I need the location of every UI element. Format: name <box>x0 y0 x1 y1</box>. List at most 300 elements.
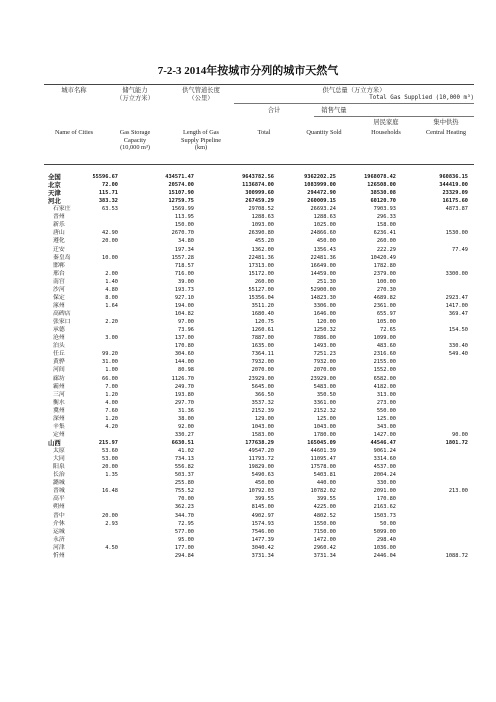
total-supply-cell: 49547.20 <box>248 448 274 455</box>
households-cell: 7903.93 <box>373 206 396 213</box>
capacity-cell: 99.20 <box>102 351 118 358</box>
pipeline-length-cell: 150.00 <box>174 222 194 229</box>
pipeline-length-cell: 344.70 <box>174 512 194 519</box>
table-row <box>44 229 474 237</box>
households-cell: 60120.70 <box>370 198 396 205</box>
table-row <box>44 503 474 511</box>
central-heating-cell: 344419.00 <box>439 182 468 189</box>
capacity-cell: 20.00 <box>102 238 118 245</box>
capacity-cell: 1.00 <box>105 367 118 374</box>
total-supply-cell: 55127.00 <box>248 286 274 293</box>
table-row <box>44 358 474 366</box>
quantity-sold-cell: 125.00 <box>316 415 336 422</box>
total-supply-cell: 1574.93 <box>251 520 274 527</box>
table-row <box>44 383 474 391</box>
quantity-sold-cell: 1083999.00 <box>304 182 336 189</box>
households-cell: 655.97 <box>376 311 396 318</box>
city-name-cell: 天津 <box>48 189 61 198</box>
header-rule-sold <box>314 116 474 117</box>
capacity-cell: 2.00 <box>105 270 118 277</box>
city-name-cell: 衡水 <box>53 399 65 406</box>
households-cell: 298.40 <box>376 536 396 543</box>
city-name-cell: 永济 <box>53 536 65 543</box>
quantity-sold-cell: 3731.34 <box>313 552 336 559</box>
capacity-cell: 3.00 <box>105 335 118 342</box>
households-cell: 50.00 <box>380 520 396 527</box>
capacity-cell: 7.00 <box>105 383 118 390</box>
capacity-cell: 31.00 <box>102 359 118 366</box>
table-row <box>44 318 474 326</box>
total-supply-cell: 8145.00 <box>251 504 274 511</box>
table-row <box>44 399 474 407</box>
pipeline-length-cell: 12759.75 <box>168 198 194 205</box>
city-name-cell: 深州 <box>53 415 65 422</box>
table-row <box>44 197 474 205</box>
quantity-sold-cell: 440.00 <box>316 480 336 487</box>
city-name-cell: 黄骅 <box>53 359 65 366</box>
capacity-cell: 1.64 <box>105 302 118 309</box>
table-row <box>44 544 474 552</box>
table-row <box>44 536 474 544</box>
table-row <box>44 439 474 447</box>
header-length-cn: 供气管道长度 （公里） <box>182 87 220 102</box>
city-name-cell: 沙河 <box>53 286 65 293</box>
pipeline-length-cell: 255.80 <box>174 480 194 487</box>
households-cell: 260.00 <box>376 238 396 245</box>
header-city-cn: 城市名称 <box>61 87 87 94</box>
central-heating-cell: 960836.15 <box>439 174 468 180</box>
table-row <box>44 471 474 479</box>
header-households-cn: 居民家庭 <box>373 119 399 126</box>
capacity-cell: 72.00 <box>102 182 118 189</box>
table-row <box>44 302 474 310</box>
table-row <box>44 407 474 415</box>
table-top-rule <box>44 84 474 85</box>
header-total-cn: 合计 <box>267 107 281 114</box>
central-heating-cell: 3300.00 <box>445 270 468 277</box>
total-supply-cell: 3731.34 <box>251 552 274 559</box>
central-heating-cell: 369.47 <box>448 311 468 318</box>
pipeline-length-cell: 434571.47 <box>165 174 194 180</box>
pipeline-length-cell: 6630.51 <box>171 439 194 446</box>
city-name-cell: 高平 <box>53 496 65 503</box>
total-supply-cell: 1288.63 <box>251 214 274 221</box>
city-name-cell: 涿州 <box>53 302 65 309</box>
households-cell: 2379.00 <box>373 270 396 277</box>
households-cell: 38530.08 <box>370 190 396 197</box>
capacity-cell: 2.20 <box>105 319 118 326</box>
quantity-sold-cell: 1472.00 <box>313 536 336 543</box>
header-heating-en: Central Heating <box>425 129 467 136</box>
city-name-cell: 沧州 <box>53 335 65 342</box>
total-supply-cell: 11793.72 <box>248 456 274 463</box>
pipeline-length-cell: 718.57 <box>174 262 194 269</box>
households-cell: 72.65 <box>380 327 396 334</box>
total-supply-cell: 5490.63 <box>251 472 274 479</box>
city-name-cell: 秦皇岛 <box>53 254 71 261</box>
quantity-sold-cell: 4802.52 <box>313 512 336 519</box>
table-row <box>44 262 474 270</box>
pipeline-length-cell: 144.00 <box>174 359 194 366</box>
capacity-cell: 4.50 <box>105 544 118 551</box>
quantity-sold-cell: 120.00 <box>316 319 336 326</box>
households-cell: 273.00 <box>376 399 396 406</box>
capacity-cell: 8.00 <box>105 294 118 301</box>
quantity-sold-cell: 7886.00 <box>313 335 336 342</box>
households-cell: 100.00 <box>376 278 396 285</box>
pipeline-length-cell: 177.00 <box>174 544 194 551</box>
households-cell: 3314.60 <box>373 456 396 463</box>
city-name-cell: 晋州 <box>53 214 65 221</box>
header-bottom-rule <box>44 164 474 165</box>
pipeline-length-cell: 97.00 <box>178 319 194 326</box>
table-row <box>44 221 474 229</box>
pipeline-length-cell: 927.10 <box>174 294 194 301</box>
city-name-cell: 晋中 <box>53 512 65 519</box>
quantity-sold-cell: 26693.24 <box>310 206 336 213</box>
pipeline-length-cell: 716.00 <box>174 270 194 277</box>
table-row <box>44 205 474 213</box>
city-name-cell: 长治 <box>53 472 65 479</box>
page-title: 7-2-3 2014年按城市分列的城市天然气 <box>157 65 339 77</box>
quantity-sold-cell: 1550.00 <box>313 520 336 527</box>
total-supply-cell: 19829.00 <box>248 464 274 471</box>
capacity-cell: 383.32 <box>98 198 118 205</box>
city-name-cell: 河津 <box>53 544 65 551</box>
table-row <box>44 254 474 262</box>
quantity-sold-cell: 399.55 <box>316 496 336 503</box>
pipeline-length-cell: 1569.99 <box>171 206 194 213</box>
total-supply-cell: 399.55 <box>254 496 274 503</box>
city-name-cell: 霸州 <box>53 383 65 390</box>
table-row <box>44 246 474 254</box>
city-name-cell: 运城 <box>53 528 65 535</box>
capacity-cell: 66.00 <box>102 375 118 382</box>
table-row <box>44 512 474 520</box>
pipeline-length-cell: 193.80 <box>174 391 194 398</box>
city-name-cell: 高碑店 <box>53 311 71 318</box>
households-cell: 6236.41 <box>373 230 396 237</box>
households-cell: 105.00 <box>376 319 396 326</box>
header-supply-en: Total Gas Supplied (10,000 m³) <box>369 95 474 101</box>
quantity-sold-cell: 2152.32 <box>313 407 336 414</box>
central-heating-cell: 154.50 <box>448 327 468 334</box>
total-supply-cell: 267459.29 <box>245 198 274 205</box>
total-supply-cell: 1583.00 <box>251 431 274 438</box>
quantity-sold-cell: 251.30 <box>316 278 336 285</box>
central-heating-cell: 330.40 <box>448 343 468 350</box>
quantity-sold-cell: 44601.39 <box>310 448 336 455</box>
quantity-sold-cell: 14459.00 <box>310 270 336 277</box>
pipeline-length-cell: 755.52 <box>174 488 194 495</box>
central-heating-cell: 1417.00 <box>445 302 468 309</box>
households-cell: 550.00 <box>376 407 396 414</box>
quantity-sold-cell: 52900.00 <box>310 286 336 293</box>
city-name-cell: 邯郸 <box>53 262 65 269</box>
total-supply-cell: 29708.52 <box>248 206 274 213</box>
capacity-cell: 4.00 <box>105 399 118 406</box>
quantity-sold-cell: 1780.00 <box>313 431 336 438</box>
table-row <box>44 294 474 302</box>
header-city-en: Name of Cities <box>54 129 94 136</box>
quantity-sold-cell: 7251.23 <box>313 351 336 358</box>
table-row <box>44 286 474 294</box>
total-supply-cell: 1093.00 <box>251 222 274 229</box>
city-name-cell: 泊头 <box>53 343 65 350</box>
total-supply-cell: 5645.00 <box>251 383 274 390</box>
table-row <box>44 342 474 350</box>
capacity-cell: 2.93 <box>105 520 118 527</box>
header-supply-cn: 供气总量（万立方米） <box>322 87 386 94</box>
quantity-sold-cell: 450.00 <box>316 238 336 245</box>
central-heating-cell: 1530.00 <box>445 230 468 237</box>
quantity-sold-cell: 4225.00 <box>313 504 336 511</box>
capacity-cell: 16.48 <box>102 488 118 495</box>
quantity-sold-cell: 165045.09 <box>307 439 336 446</box>
central-heating-cell: 16175.60 <box>442 198 468 205</box>
quantity-sold-cell: 16649.00 <box>310 262 336 269</box>
pipeline-length-cell: 330.27 <box>174 431 194 438</box>
capacity-cell: 53.00 <box>102 456 118 463</box>
total-supply-cell: 23929.00 <box>248 375 274 382</box>
pipeline-length-cell: 38.00 <box>178 415 194 422</box>
city-name-cell: 晋城 <box>53 488 65 495</box>
households-cell: 4537.00 <box>373 464 396 471</box>
households-cell: 2163.62 <box>373 504 396 511</box>
total-supply-cell: 3511.20 <box>251 302 274 309</box>
total-supply-cell: 1680.40 <box>251 311 274 318</box>
quantity-sold-cell: 17578.00 <box>310 464 336 471</box>
central-heating-cell: 4873.87 <box>445 206 468 213</box>
table-row <box>44 552 474 560</box>
households-cell: 126508.00 <box>367 182 396 189</box>
households-cell: 1552.00 <box>373 367 396 374</box>
total-supply-cell: 3040.42 <box>251 544 274 551</box>
central-heating-cell: 1801.72 <box>445 439 468 446</box>
header-capacity-en: Gas Storage Capacity (10,000 m³) <box>119 129 151 152</box>
quantity-sold-cell: 24866.60 <box>310 230 336 237</box>
table-row <box>44 375 474 383</box>
total-supply-cell: 1362.00 <box>251 246 274 253</box>
pipeline-length-cell: 31.36 <box>178 407 194 414</box>
total-supply-cell: 10792.03 <box>248 488 274 495</box>
table-row <box>44 326 474 334</box>
city-name-cell: 朔州 <box>53 504 65 511</box>
pipeline-length-cell: 556.82 <box>174 464 194 471</box>
pipeline-length-cell: 137.00 <box>174 335 194 342</box>
pipeline-length-cell: 1126.70 <box>171 375 194 382</box>
table-row <box>44 173 474 181</box>
city-name-cell: 介休 <box>53 520 65 527</box>
pipeline-length-cell: 34.80 <box>178 238 194 245</box>
quantity-sold-cell: 1043.00 <box>313 423 336 430</box>
city-name-cell: 河间 <box>53 367 65 374</box>
city-name-cell: 邢台 <box>53 270 65 277</box>
capacity-cell: 42.90 <box>102 230 118 237</box>
central-heating-cell: 1088.72 <box>445 552 468 559</box>
table-row <box>44 391 474 399</box>
quantity-sold-cell: 11095.47 <box>310 456 336 463</box>
pipeline-length-cell: 92.00 <box>178 423 194 430</box>
city-name-cell: 承德 <box>53 327 65 334</box>
table-row <box>44 528 474 536</box>
total-supply-cell: 1477.39 <box>251 536 274 543</box>
capacity-cell: 20.00 <box>102 512 118 519</box>
pipeline-length-cell: 73.96 <box>178 327 194 334</box>
capacity-cell: 20.00 <box>102 464 118 471</box>
quantity-sold-cell: 9362202.25 <box>304 174 336 180</box>
total-supply-cell: 2070.00 <box>251 367 274 374</box>
header-sold-en: Quantity Sold <box>306 129 342 136</box>
total-supply-cell: 1635.00 <box>251 343 274 350</box>
table-row <box>44 350 474 358</box>
households-cell: 170.80 <box>376 496 396 503</box>
total-supply-cell: 1260.61 <box>251 327 274 334</box>
table-row <box>44 270 474 278</box>
city-name-cell: 全国 <box>48 173 61 181</box>
total-supply-cell: 4902.97 <box>251 512 274 519</box>
households-cell: 2004.24 <box>373 472 396 479</box>
capacity-cell: 10.00 <box>102 254 118 261</box>
city-name-cell: 辛集 <box>53 423 65 430</box>
header-heating-cn: 集中供热 <box>433 119 459 126</box>
pipeline-length-cell: 304.60 <box>174 351 194 358</box>
city-name-cell: 定州 <box>53 431 65 438</box>
total-supply-cell: 26390.80 <box>248 230 274 237</box>
quantity-sold-cell: 2070.00 <box>313 367 336 374</box>
table-row <box>44 334 474 342</box>
pipeline-length-cell: 15107.90 <box>168 190 194 197</box>
table-row <box>44 520 474 528</box>
pipeline-length-cell: 734.13 <box>174 456 194 463</box>
total-supply-cell: 15172.00 <box>248 270 274 277</box>
households-cell: 1782.80 <box>373 262 396 269</box>
table-row <box>44 366 474 374</box>
households-cell: 6582.00 <box>373 375 396 382</box>
capacity-cell: 53.60 <box>102 448 118 455</box>
central-heating-cell: 23329.09 <box>442 190 468 197</box>
households-cell: 125.00 <box>376 415 396 422</box>
city-name-cell: 张家口 <box>53 319 71 326</box>
capacity-cell: 1.35 <box>105 472 118 479</box>
pipeline-length-cell: 197.34 <box>174 246 194 253</box>
households-cell: 158.00 <box>376 222 396 229</box>
city-name-cell: 大同 <box>53 456 65 463</box>
total-supply-cell: 1043.00 <box>251 423 274 430</box>
pipeline-length-cell: 297.70 <box>174 399 194 406</box>
households-cell: 2361.00 <box>373 302 396 309</box>
total-supply-cell: 7546.00 <box>251 528 274 535</box>
table-row <box>44 213 474 221</box>
city-name-cell: 潞城 <box>53 480 65 487</box>
pipeline-length-cell: 20574.00 <box>168 182 194 189</box>
city-name-cell: 山西 <box>48 438 61 447</box>
city-name-cell: 北京 <box>48 181 61 190</box>
households-cell: 2155.00 <box>373 359 396 366</box>
table-row <box>44 495 474 503</box>
households-cell: 296.33 <box>376 214 396 221</box>
quantity-sold-cell: 7932.00 <box>313 359 336 366</box>
city-name-cell: 冀州 <box>53 407 65 414</box>
total-supply-cell: 7887.00 <box>251 335 274 342</box>
households-cell: 4689.82 <box>373 294 396 301</box>
households-cell: 330.00 <box>376 480 396 487</box>
quantity-sold-cell: 23929.00 <box>310 375 336 382</box>
households-cell: 5099.00 <box>373 528 396 535</box>
quantity-sold-cell: 22481.36 <box>310 254 336 261</box>
quantity-sold-cell: 14823.30 <box>310 294 336 301</box>
city-name-cell: 河北 <box>48 197 61 206</box>
central-heating-cell: 213.00 <box>448 488 468 495</box>
pipeline-length-cell: 503.37 <box>174 472 194 479</box>
households-cell: 222.29 <box>376 246 396 253</box>
table-row <box>44 181 474 189</box>
total-supply-cell: 450.00 <box>254 480 274 487</box>
total-supply-cell: 366.50 <box>254 391 274 398</box>
header-capacity-cn: 储气能力 （万立方米） <box>116 87 154 102</box>
quantity-sold-cell: 1646.00 <box>313 311 336 318</box>
quantity-sold-cell: 260009.15 <box>307 198 336 205</box>
city-name-cell: 石家庄 <box>53 206 71 213</box>
households-cell: 313.00 <box>376 391 396 398</box>
quantity-sold-cell: 350.50 <box>316 391 336 398</box>
total-supply-cell: 129.00 <box>254 415 274 422</box>
table-row <box>44 455 474 463</box>
pipeline-length-cell: 39.00 <box>178 278 194 285</box>
pipeline-length-cell: 577.00 <box>174 528 194 535</box>
total-supply-cell: 15356.04 <box>248 294 274 301</box>
quantity-sold-cell: 3306.00 <box>313 302 336 309</box>
households-cell: 2446.04 <box>373 552 396 559</box>
capacity-cell: 1.40 <box>105 278 118 285</box>
total-supply-cell: 177638.29 <box>245 439 274 446</box>
total-supply-cell: 260.00 <box>254 278 274 285</box>
quantity-sold-cell: 1250.32 <box>313 327 336 334</box>
table-row <box>44 447 474 455</box>
table-row <box>44 237 474 245</box>
table-row <box>44 463 474 471</box>
capacity-cell: 115.71 <box>98 190 118 197</box>
households-cell: 1503.73 <box>373 512 396 519</box>
city-name-cell: 南宫 <box>53 278 65 285</box>
capacity-cell: 55596.67 <box>92 174 118 180</box>
quantity-sold-cell: 7150.00 <box>313 528 336 535</box>
table-row <box>44 479 474 487</box>
pipeline-length-cell: 193.73 <box>174 286 194 293</box>
total-supply-cell: 22481.36 <box>248 254 274 261</box>
total-supply-cell: 120.75 <box>254 319 274 326</box>
capacity-cell: 63.53 <box>102 206 118 213</box>
header-total-en: Total <box>257 129 271 136</box>
pipeline-length-cell: 294.84 <box>174 552 194 559</box>
quantity-sold-cell: 1025.00 <box>313 222 336 229</box>
total-supply-cell: 2152.39 <box>251 407 274 414</box>
city-name-cell: 保定 <box>53 294 65 301</box>
central-heating-cell: 90.00 <box>452 431 468 438</box>
city-name-cell: 任丘 <box>53 351 65 358</box>
households-cell: 343.00 <box>376 423 396 430</box>
city-name-cell: 忻州 <box>53 552 65 559</box>
households-cell: 1968078.42 <box>364 174 396 180</box>
pipeline-length-cell: 2670.70 <box>171 230 194 237</box>
quantity-sold-cell: 5403.81 <box>313 472 336 479</box>
table-row <box>44 415 474 423</box>
table-row <box>44 278 474 286</box>
header-length-en: Length of Gas Supply Pipeline (km) <box>180 129 222 152</box>
quantity-sold-cell: 1493.00 <box>313 343 336 350</box>
quantity-sold-cell: 3361.00 <box>313 399 336 406</box>
city-name-cell: 太原 <box>53 448 65 455</box>
